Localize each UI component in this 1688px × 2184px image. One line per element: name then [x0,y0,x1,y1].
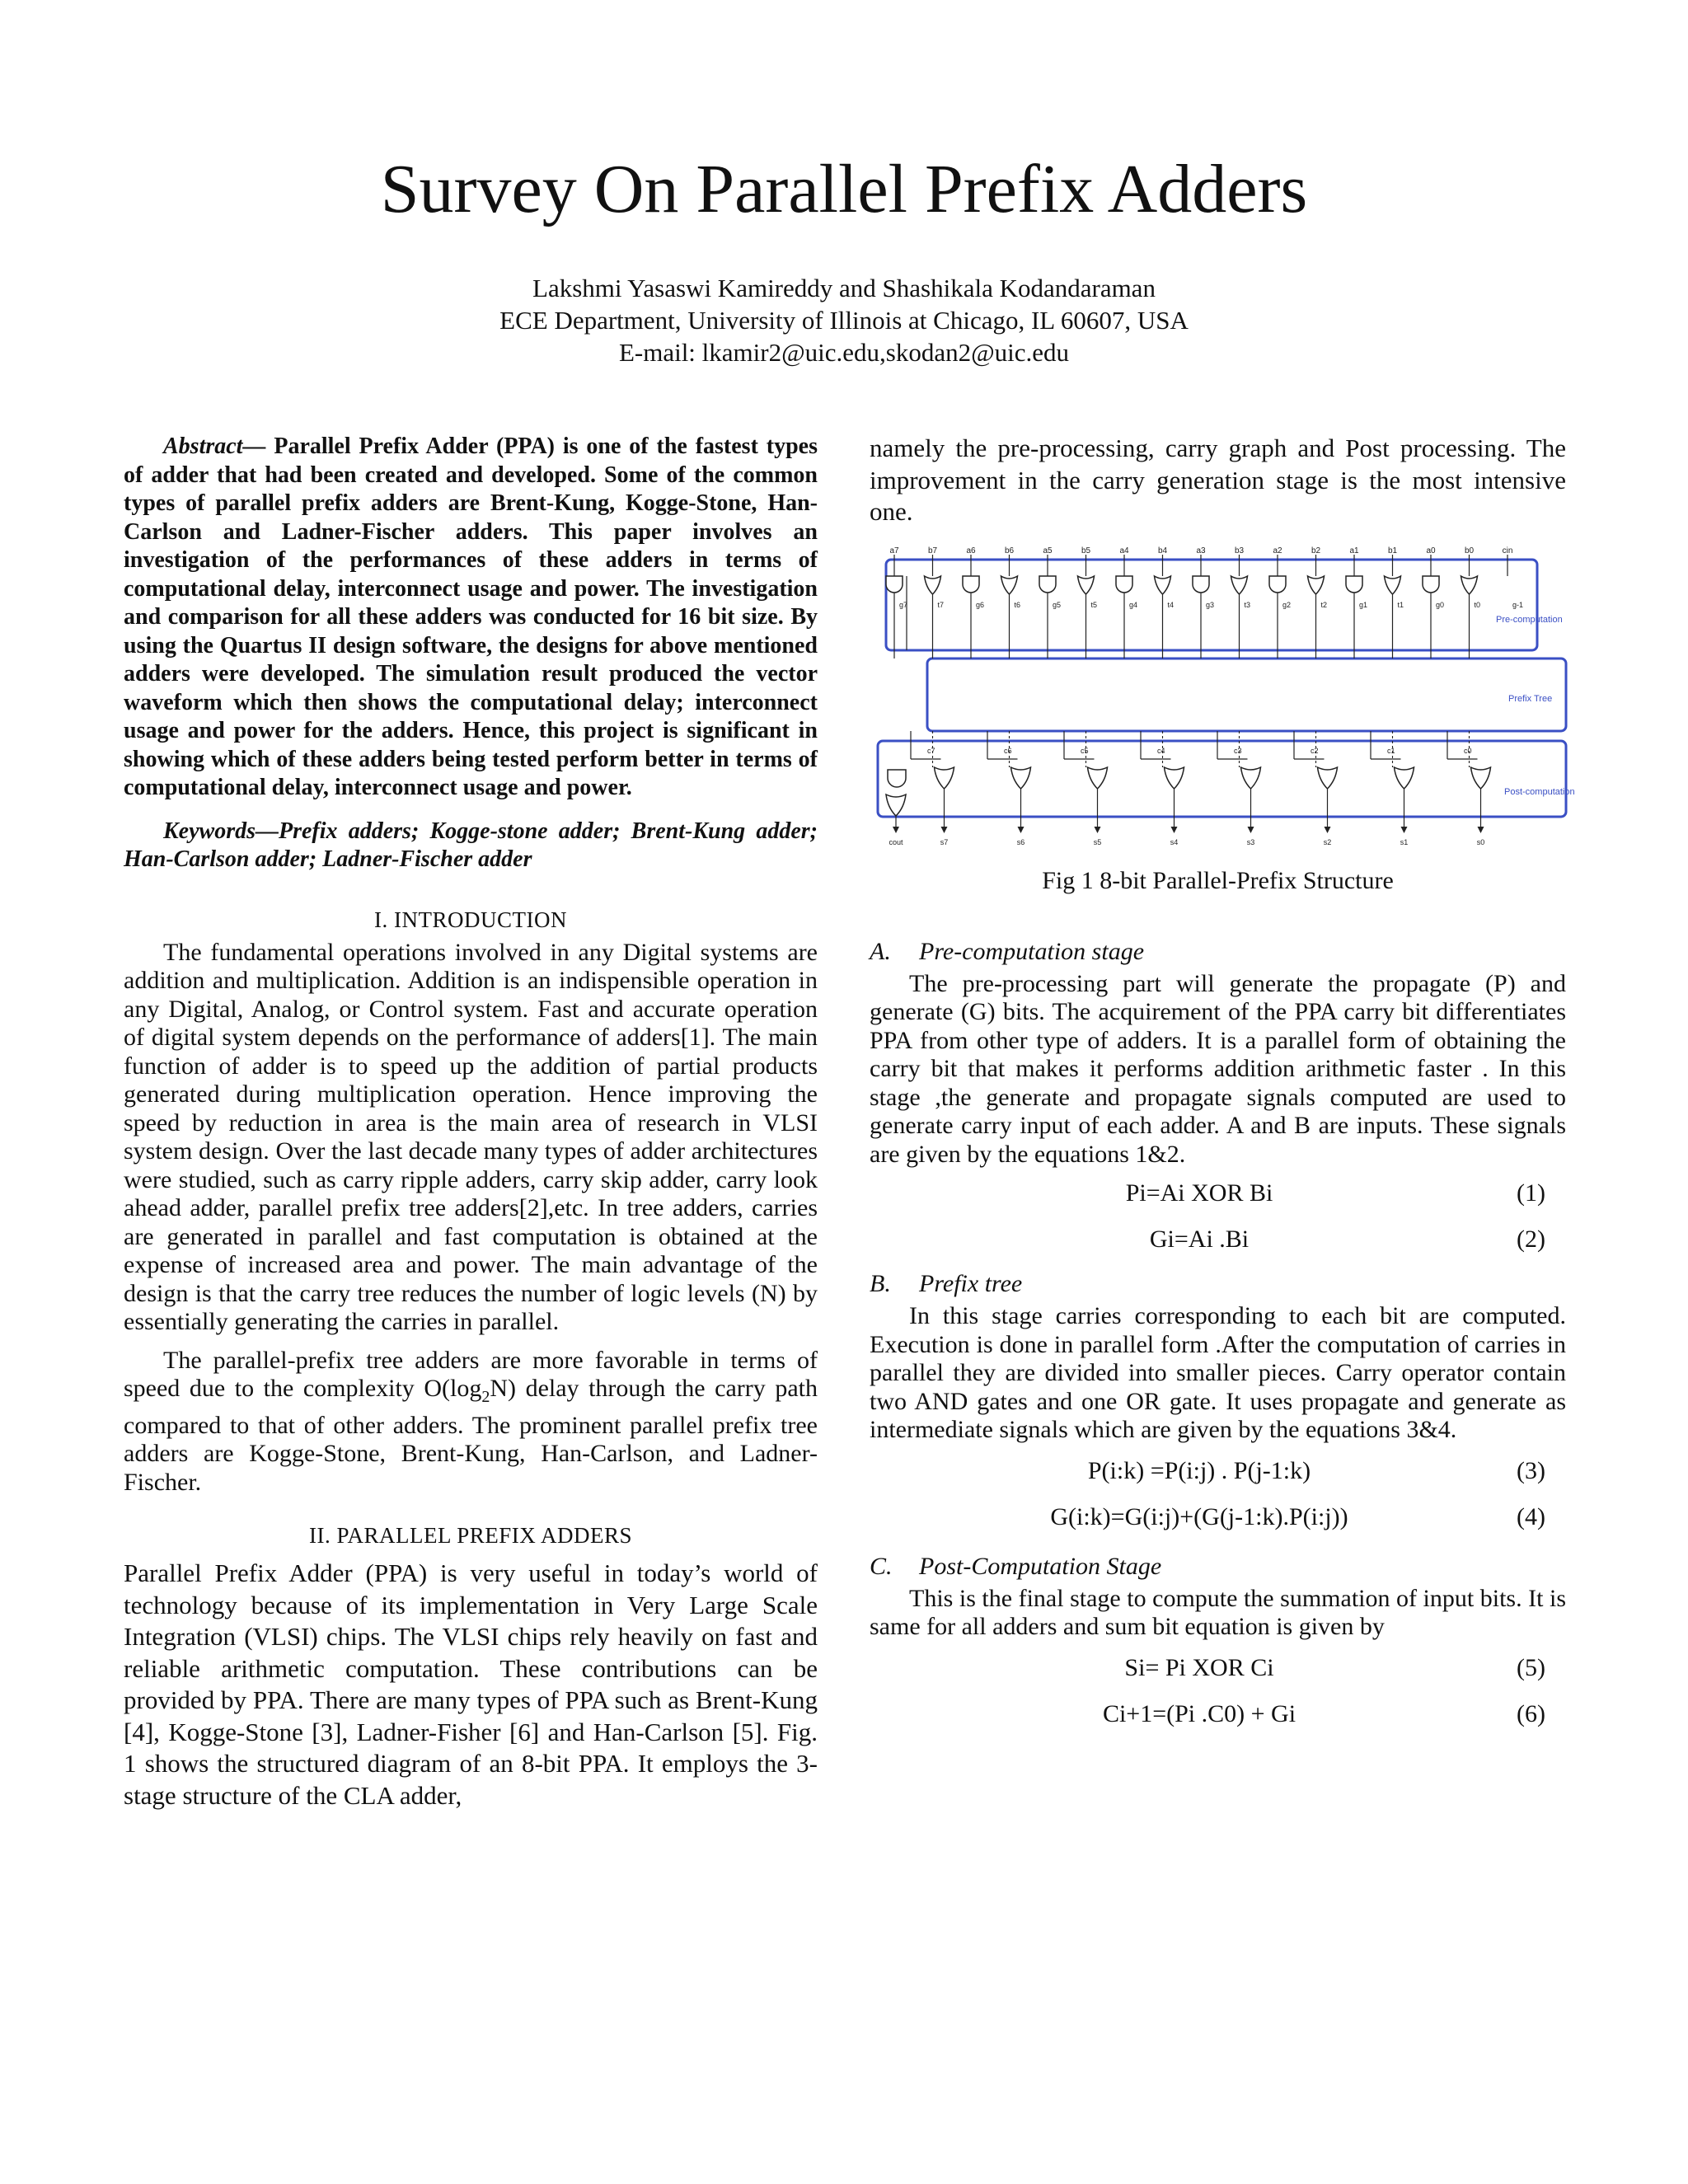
sum-arrow [1478,827,1484,833]
and-gate [886,576,903,593]
stage-label-pre: Pre-computation [1496,614,1563,625]
right-column [870,433,1575,1729]
sum-label: cout [889,837,903,846]
input-label: b3 [1234,546,1245,555]
sum-arrow [1401,827,1408,833]
gp-label: t4 [1167,600,1175,609]
xor-gate [1308,576,1325,594]
input-label: cin [1502,546,1513,555]
xor-gate [1385,576,1401,594]
equation-5: Si= Pi XOR Ci (5) [1124,1653,1545,1681]
subsection-a-text: The pre-processing part will generate the propagate (P) and generate (G) bits. The acquirement of the PPA carry bit differentiates PPA from other type of adders. It is a parallel form of obtaining the carry bit that makes it performs addition arithmetic faster . In this stage ,the generate and propagate signals computed are used to generate carry input of each adder. A and B are inputs. These signals are given by the equations 1&2. [870,969,1566,1168]
input-label: b0 [1464,546,1475,555]
and-gate [1039,576,1056,593]
equation-4: G(i:k)=G(i:j)+(G(j-1:k).P(i:j)) (4) [1050,1502,1545,1530]
input-label: a4 [1119,546,1129,555]
subsection-b-text: In this stage carries corresponding to each bit are computed. Execution is done in parallel form .After the computation of carries in parallel they are divided into smaller pieces. Carry operator contain two AND gates and one OR gate. It uses propagate and generate as intermediate signals which are given by the equations 3&4. [870,1302,1566,1443]
cout-and-gate [888,770,906,787]
gp-label: g4 [1129,600,1138,609]
intro-paragraph-2: The parallel-prefix tree adders are more favorable in terms of speed due to the complexity $O(\log_2N)$ delay through the carry path compared to that of other adders. The prominent parallel prefix tree adders are Kogge-Stone, Brent-Kung, Han-Carlson, and Ladner- Fischer. [124,1346,818,1496]
gp-label: g1 [1359,600,1368,609]
sum-xor-gate [1395,767,1414,789]
gp-label: t7 [937,600,945,609]
gp-label: t5 [1090,600,1098,609]
right-intro-paragraph: namely the pre-processing, carry graph and Post processing. The improvement in the carry generation stage is the most intensive one. [870,434,1566,526]
input-label: b4 [1157,546,1168,555]
sum-label: s3 [1246,837,1255,846]
input-label: a2 [1273,546,1282,555]
author-block [0,272,1688,368]
intro-paragraph-1: The fundamental operations involved in any Digital systems are addition and multiplication. Addition is an indispensible operation in any Digital, Analog, or Control system. Fast and accurate operation of digital system depends on the performance of adders[1]. The main function of adder is to speed up the addition of partial products generated during multiplication operation. Hence improving the speed by reduction in area is the main area of research in VLSI system design. Over the last decade many types of adder architectures were studied, such as carry ripple adders, carry skip adder, carry look ahead adder, parallel prefix tree adders[2],etc. In tree adders, carries are generated in parallel and fast computation is obtained at the expense of increased area and power. The main advantage of the design is that the carry tree reduces the number of logic levels (N) by essentially generating the carries in parallel. [124,938,818,1335]
and-gate [1346,576,1362,593]
sum-xor-gate [935,767,954,789]
gp-label: t3 [1244,600,1251,609]
gp-label: g2 [1282,600,1292,609]
equation-3: P(i:k) =P(i:j) . P(j-1:k) (3) [1087,1456,1545,1484]
sum-xor-gate [1011,767,1031,789]
author-affiliation: ECE Department, University of Illinois at Chicago, IL 60607, USA [499,306,1189,335]
sum-label: s2 [1323,837,1332,846]
subsection-b-heading: B. Prefix tree [870,1270,1023,1297]
abstract-lead: Abstract— [163,434,266,459]
carry-label: c0 [1464,746,1472,755]
sum-xor-gate [1241,767,1261,789]
sum-arrow [941,827,948,833]
gp-label: g7 [899,600,908,609]
carry-label: c4 [1157,746,1165,755]
subsection-a-heading: A. Pre-computation stage [870,937,1145,965]
gp-label: t2 [1320,600,1328,609]
gp-label: t0 [1474,600,1481,609]
abstract-text: Parallel Prefix Adder (PPA) is one of the fastest types of adder that had been created and developed. Some of the common types of parallel prefix adders are Brent-Kung, Kogge-Stone, Han-Carlson and Ladner-Fischer adders. This paper involves an investigation of the performances of these adders in terms of computational delay, interconnect usage and power. The investigation and comparison for all these adders was conducted for 16 bit size. By using the Quartus II design software, the designs for above mentioned adders were developed. The simulation result produced the vector waveform which then shows the computational delay; interconnect usage and power for the adders. Hence, this project is significant in showing which of these adders being tested perform better in terms of computational delay, interconnect usage and power. [124,434,818,800]
sum-arrow [1248,827,1254,833]
sum-arrow [1171,827,1178,833]
sum-label: s5 [1093,837,1102,846]
input-label: b5 [1081,546,1091,555]
sum-xor-gate [1165,767,1184,789]
input-label: a1 [1349,546,1359,555]
xor-gate [1001,576,1018,594]
input-label: a3 [1196,546,1206,555]
sum-xor-gate [1088,767,1108,789]
paper-title: Survey On Parallel Prefix Adders [380,151,1308,227]
carry-label: c6 [1004,746,1012,755]
carry-label: c7 [927,746,935,755]
xor-gate [1231,576,1248,594]
gp-label: t1 [1397,600,1404,609]
sum-arrow [1018,827,1025,833]
author-names: Lakshmi Yasaswi Kamireddy and Shashikala Kodandaraman [532,274,1156,302]
input-label: a6 [966,546,976,555]
carry-label: c5 [1081,746,1089,755]
gp-label: g0 [1436,600,1445,609]
subsection-c-heading: C. Post-Computation Stage [870,1552,1162,1580]
prefix-structure-diagram [870,543,1575,856]
and-gate [1116,576,1132,593]
ppa-paragraph-1: Parallel Prefix Adder (PPA) is very useful in today’s world of technology because of its implementation in Very Large Scale Integration (VLSI) chips. The VLSI chips rely heavily on fast and reliable arithmetic computation. These contributions can be provided by PPA. There are many types of PPA such as Brent-Kung [4], Kogge-Stone [3], Ladner-Fisher [6] and Han-Carlson [5]. Fig. 1 shows the structured diagram of an 8-bit PPA. It employs the 3-stage structure of the CLA adder, [124,1558,818,1810]
stage-label-tree: Prefix Tree [1508,693,1553,704]
section-heading-ppa: II. PARALLEL PREFIX ADDERS [308,1523,633,1548]
equation-1: Pi=Ai XOR Bi (1) [1125,1179,1545,1207]
subsection-c-text: This is the final stage to compute the summation of input bits. It is same for all adders and sum bit equation is given by [870,1584,1566,1640]
author-email: E-mail: lkamir2@uic.edu,skodan2@uic.edu [618,338,1070,367]
xor-gate [925,576,941,594]
xor-gate [1155,576,1171,594]
sum-xor-gate [1318,767,1338,789]
section-heading-introduction: I. INTRODUCTION [374,907,567,932]
and-gate [1423,576,1439,593]
figure-1 [870,543,1575,856]
input-label: b1 [1387,546,1398,555]
and-gate [1269,576,1286,593]
sum-arrow [1325,827,1331,833]
figure-caption: Fig 1 8-bit Parallel-Prefix Structure [1042,866,1394,894]
gp-label: g3 [1206,600,1215,609]
gp-label: g5 [1053,600,1062,609]
carry-label: c2 [1311,746,1319,755]
carry-label: c3 [1234,746,1242,755]
input-label: b7 [927,546,938,555]
sum-arrow [1095,827,1101,833]
xor-gate [1461,576,1478,594]
sum-label: s1 [1400,837,1409,846]
and-gate [1193,576,1209,593]
input-label: a0 [1426,546,1436,555]
and-gate [963,576,979,593]
sum-label: s0 [1476,837,1485,846]
input-label: a5 [1043,546,1053,555]
sum-xor-gate [1471,767,1491,789]
carry-label: c1 [1387,746,1395,755]
stage-label-post: Post-computation [1504,786,1575,797]
sum-label: s6 [1016,837,1025,846]
gp-label: t6 [1014,600,1021,609]
cout-or-gate [886,794,906,816]
equation-6: Ci+1=(Pi .C0) + Gi (6) [1102,1699,1545,1727]
postcomputation-box [878,741,1566,817]
equation-2: Gi=Ai .Bi (2) [1149,1226,1545,1253]
sum-label: s4 [1170,837,1179,846]
input-label: a7 [889,546,899,555]
input-label: b2 [1311,546,1321,555]
sum-label: s7 [940,837,949,846]
gp-label: g6 [976,600,985,609]
cout-arrow [893,827,899,833]
abstract [124,433,818,803]
gp-label: g-1 [1512,600,1524,609]
xor-gate [1078,576,1095,594]
left-column [124,433,818,1811]
input-label: b6 [1004,546,1015,555]
keywords: Keywords—Prefix adders; Kogge-stone adder; Brent-Kung adder; Han-Carlson adder; Ladner-Fischer adder [124,818,818,872]
prefix-tree-box [927,658,1566,731]
